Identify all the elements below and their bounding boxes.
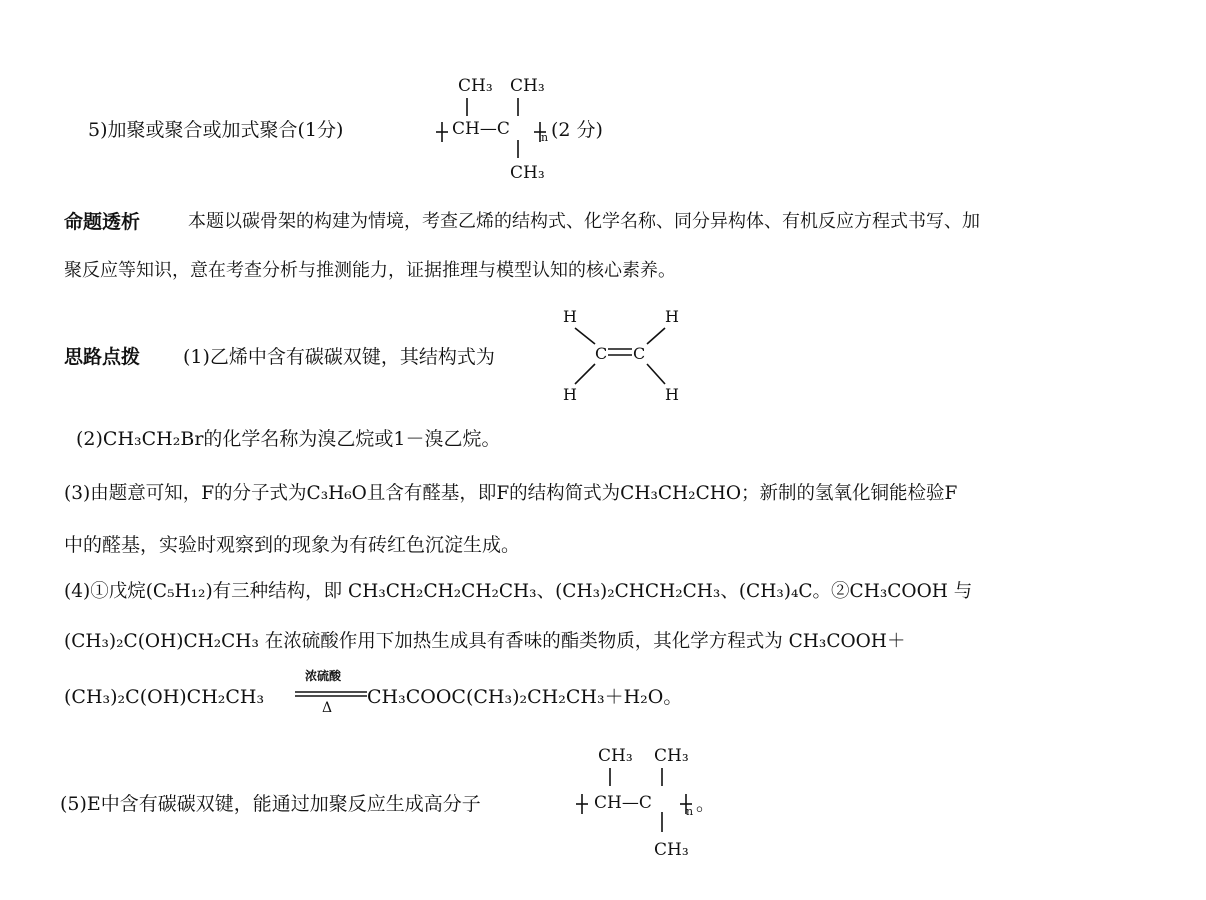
- hints-item1: (1)乙烯中含有碳碳双键，其结构式为: [183, 346, 495, 368]
- hints-label: 思路点拨: [64, 346, 141, 368]
- bottom-polymer-ch3-left: CH₃: [598, 746, 633, 766]
- ethylene-h4: H: [665, 385, 679, 404]
- bottom-polymer-ch3-bottom: CH₃: [654, 840, 689, 860]
- hints-item4-line1: (4)①戊烷(C₅H₁₂)有三种结构，即 CH₃CH₂CH₂CH₂CH₃、(CH₃)₂CHCH₂CH₃、(CH₃)₄C。②CH₃COOH 与: [64, 581, 973, 602]
- analysis-line1: 本题以碳骨架的构建为情境，考查乙烯的结构式、化学名称、同分异构体、有机反应方程式书写、加: [188, 211, 980, 232]
- top-polymer-ch3-right: CH₃: [510, 76, 545, 96]
- eq-arrow: [295, 690, 375, 700]
- top-polymer-ch3-bottom: CH₃: [510, 163, 545, 183]
- ethylene-h3: H: [563, 385, 577, 404]
- hints-item4-line2: (CH₃)₂C(OH)CH₂CH₃ 在浓硫酸作用下加热生成具有香味的酯类物质，其化学方程式为 CH₃COOH＋: [64, 631, 906, 652]
- ethylene-h2: H: [665, 307, 679, 326]
- bottom-polymer-backbone: CH—C: [594, 793, 652, 813]
- hints-item4-eq-left: (CH₃)₂C(OH)CH₂CH₃: [64, 686, 265, 708]
- analysis-label: 命题透析: [64, 211, 141, 233]
- hints-item5-end: 。: [696, 793, 716, 815]
- part5-top-score: (2 分): [551, 119, 603, 141]
- hints-item4-eq-right: CH₃COOC(CH₃)₂CH₂CH₃＋H₂O。: [367, 686, 683, 708]
- top-polymer-n: n: [541, 131, 549, 144]
- eq-condition-top: 浓硫酸: [305, 669, 342, 683]
- bottom-polymer-ch3-right: CH₃: [654, 746, 689, 766]
- hints-item2: (2)CH₃CH₂Br的化学名称为溴乙烷或1－溴乙烷。: [76, 428, 501, 450]
- hints-item3-line1: (3)由题意可知，F的分子式为C₃H₆O且含有醛基，即F的结构简式为CH₃CH₂CHO；新制的氢氧化铜能检验F: [64, 483, 958, 504]
- hints-item5: (5)E中含有碳碳双键，能通过加聚反应生成高分子: [60, 793, 481, 815]
- ethylene-c2: C: [633, 344, 646, 363]
- bottom-polymer-n: n: [686, 805, 694, 818]
- ethylene-h1: H: [563, 307, 577, 326]
- ethylene-structure: [555, 300, 705, 410]
- eq-condition-bottom: Δ: [322, 700, 333, 716]
- analysis-line2: 聚反应等知识，意在考查分析与推测能力，证据推理与模型认知的核心素养。: [64, 260, 676, 281]
- ethylene-c1: C: [595, 344, 608, 363]
- part5-top-text: 5)加聚或聚合或加式聚合(1分): [88, 119, 344, 141]
- hints-item3-line2: 中的醛基，实验时观察到的现象为有砖红色沉淀生成。: [64, 534, 521, 556]
- top-polymer-backbone: CH—C: [452, 119, 510, 139]
- top-polymer-ch3-left: CH₃: [458, 76, 493, 96]
